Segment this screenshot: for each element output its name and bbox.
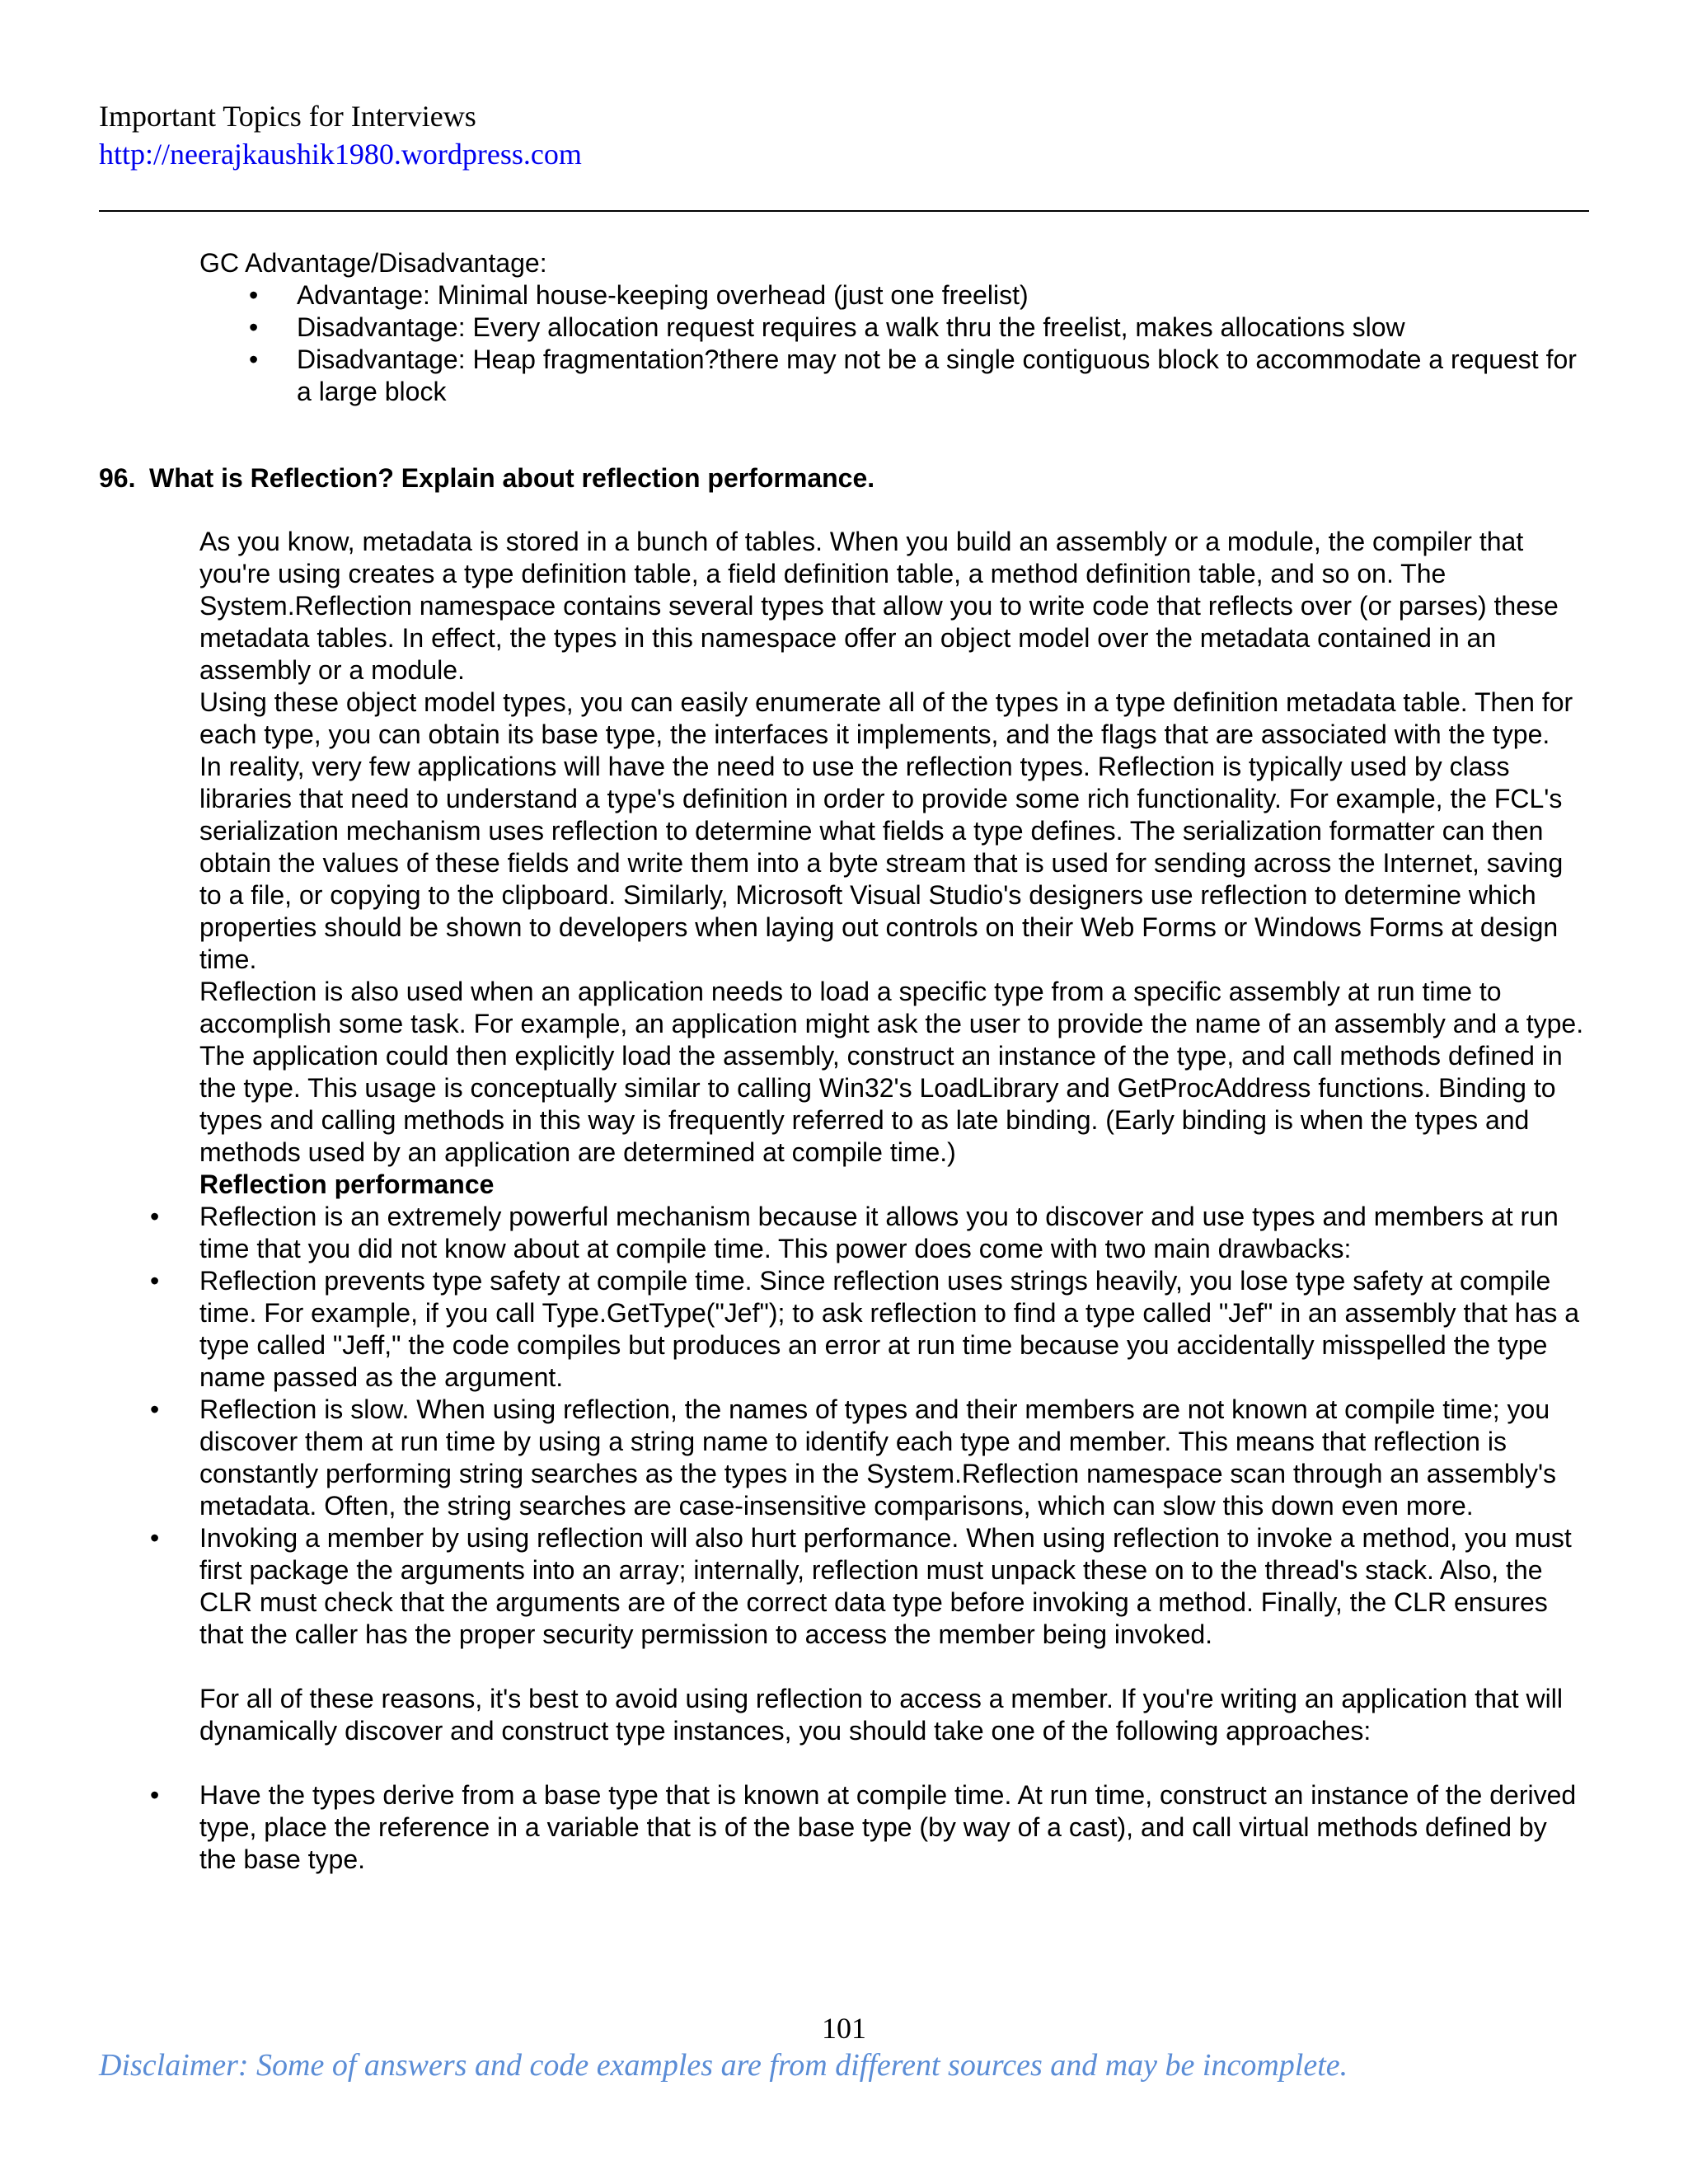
question-number: 96.	[99, 463, 136, 493]
header-divider	[99, 210, 1589, 212]
list-item: • Disadvantage: Every allocation request requires a walk thru the freelist, makes allocations slow	[99, 312, 1589, 344]
question-title: What is Reflection? Explain about reflection performance.	[149, 463, 875, 493]
document-body	[99, 247, 1589, 1876]
list-item: • Reflection is slow. When using reflection, the names of types and their members are not known at compile time; you discover them at run time by using a string name to identify each type and member. This means that reflection is constantly performing string searches as the types in the System.Reflection namespace scan through an assembly's metadata. Often, the string searches are case-insensitive comparisons, which can slow this down even more.	[99, 1394, 1589, 1522]
section-subheading: Reflection performance	[199, 1169, 495, 1199]
gc-section	[99, 247, 1589, 279]
gc-list	[99, 279, 1589, 408]
page-header	[99, 97, 1582, 173]
header-url-link[interactable]: http://neerajkaushik1980.wordpress.com	[99, 138, 582, 171]
spacer	[99, 1747, 1589, 1779]
question-heading	[99, 462, 1589, 494]
performance-list	[99, 1201, 1589, 1651]
list-item: • Reflection is an extremely powerful mechanism because it allows you to discover and use types and members at run time that you did not know about at compile time. This power does come with two main drawbacks:	[99, 1201, 1589, 1265]
list-item: • Disadvantage: Heap fragmentation?there may not be a single contiguous block to accommodate a request for a large block	[99, 344, 1589, 408]
page-number: 101	[822, 2012, 866, 2045]
header-title: Important Topics for Interviews	[99, 100, 476, 133]
paragraph: As you know, metadata is stored in a bunch of tables. When you build an assembly or a module, the compiler that you're using creates a type definition table, a field definition table, a method definition table, and so on. The System.Reflection namespace contains several types that allow you to write code that reflects over (or parses) these metadata tables. In effect, the types in this namespace offer an object model over the metadata contained in an assembly or a module.	[199, 527, 1559, 685]
paragraph: In reality, very few applications will have the need to use the reflection types. Reflection is typically used by class libraries that need to understand a type's definition in order to provide some rich functionality. For example, the FCL's serialization mechanism uses reflection to determine what fields a type defines. The serialization formatter can then obtain the values of these fields and write them into a byte stream that is used for sending across the Internet, saving to a file, or copying to the clipboard. Similarly, Microsoft Visual Studio's designers use reflection to determine which properties should be shown to developers when laying out controls on their Web Forms or Windows Forms at design time.	[199, 752, 1564, 974]
spacer	[99, 1651, 1589, 1683]
list-item: • Have the types derive from a base type that is known at compile time. At run time, construct an instance of the derived type, place the reference in a variable that is of the base type (by way of a cast), and call virtual methods defined by the base type.	[99, 1779, 1589, 1876]
disclaimer: Disclaimer: Some of answers and code examples are from different sources and may be incomplete.	[99, 2048, 1348, 2083]
approach-list	[99, 1779, 1589, 1876]
list-item: • Advantage: Minimal house-keeping overhead (just one freelist)	[99, 279, 1589, 312]
closing-paragraph: For all of these reasons, it's best to avoid using reflection to access a member. If you're writing an application that will dynamically discover and construct type instances, you should take one of the following approaches:	[199, 1684, 1563, 1746]
list-item: • Reflection prevents type safety at compile time. Since reflection uses strings heavily, you lose type safety at compile time. For example, if you call Type.GetType("Jef"); to ask reflection to find a type called "Jef" in an assembly that has a type called "Jeff," the code compiles but produces an error at run time because you accidentally misspelled the type name passed as the argument.	[99, 1265, 1589, 1394]
paragraph: Using these object model types, you can easily enumerate all of the types in a type definition metadata table. Then for each type, you can obtain its base type, the interfaces it implements, and the flags that are associated with the type.	[199, 687, 1573, 749]
paragraph: Reflection is also used when an application needs to load a specific type from a specific assembly at run time to accomplish some task. For example, an application might ask the user to provide the name of an assembly and a type. The application could then explicitly load the assembly, construct an instance of the type, and call methods defined in the type. This usage is conceptually similar to calling Win32's LoadLibrary and GetProcAddress functions. Binding to types and calling methods in this way is frequently referred to as late binding. (Early binding is when the types and methods used by an application are determined at compile time.)	[199, 977, 1584, 1167]
list-item: • Invoking a member by using reflection will also hurt performance. When using reflection to invoke a method, you must first package the arguments into an array; internally, reflection must unpack these on to the thread's stack. Also, the CLR must check that the arguments are of the correct data type before invoking a method. Finally, the CLR ensures that the caller has the proper security permission to access the member being invoked.	[99, 1522, 1589, 1651]
gc-title: GC Advantage/Disadvantage:	[199, 248, 547, 278]
